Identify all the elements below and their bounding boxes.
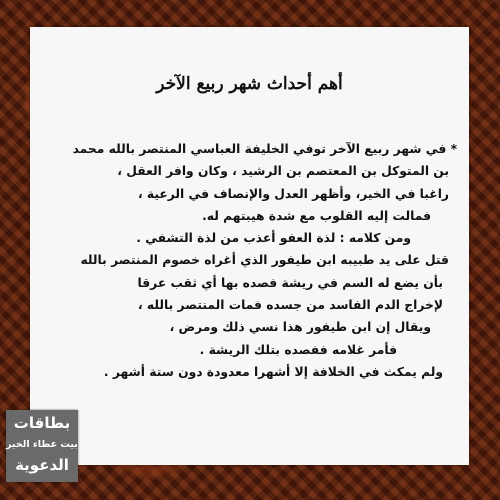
text-line: راغبا في الخير، وأظهر العدل والإنصاف في الرعية ، [137,186,449,201]
text-line: ولم يمكث في الخلافة إلا أشهرا معدودة دون ستة أشهر . [103,364,443,379]
text-line: قتل على يد طبيبه ابن طيفور الذي أغراه خصوم المنتصر بالله [80,253,449,268]
logo-line-2: بيت عطاء الخير [6,439,78,450]
page-title: أهم أحداث شهر ربيع الآخر [156,74,343,94]
logo-line-1: بطاقات [13,414,71,432]
text-line: فأمر غلامه ففصده بتلك الريشة . [199,342,397,357]
publisher-logo [6,410,78,482]
text-line: بأن يضع له السم في ريشة فصده بها أي ثقب عرقا [137,275,443,290]
text-line: لإخراج الدم الفاسد من جسده فمات المنتصر بالله ، [137,298,443,313]
text-line: * في شهر ربيع الآخر توفي الخليفة العباسي المنتصر بالله محمد [72,142,457,156]
logo-line-3: الدعوية [15,456,69,474]
body-text [44,138,457,383]
text-line: ومن كلامه : لذة العفو أعذب من لذة التشفي . [136,231,411,246]
text-line: ويقال إن ابن طيفور هذا نسي ذلك ومرض ، [169,320,431,335]
text-line: بن المتوكل بن المعتصم بن الرشيد ، وكان وافر العقل ، [117,164,449,179]
text-line: فمالت إليه القلوب مع شدة هيبتهم له. [202,208,431,223]
content-card [30,27,469,465]
